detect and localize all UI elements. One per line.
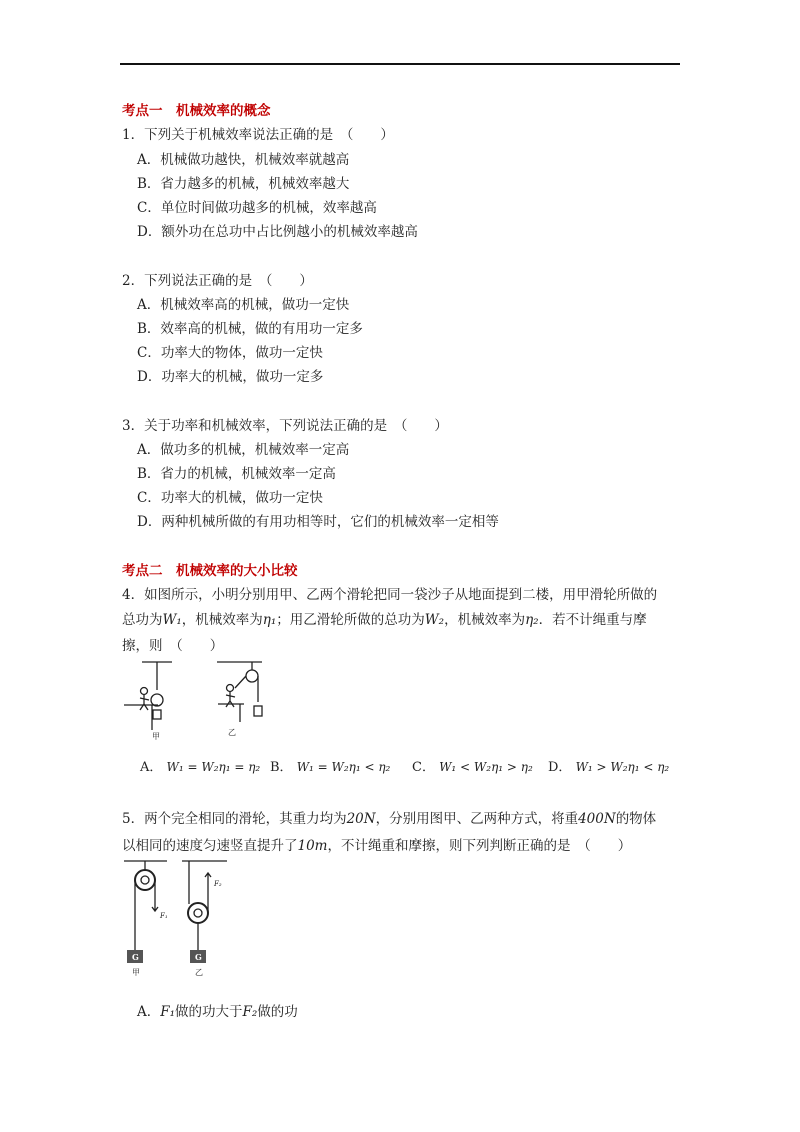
q4-eta2: η₂ (525, 612, 539, 628)
q5-text-b: ，分别用图甲、乙两种方式，将重 (375, 811, 579, 827)
q5-text-a: 5．两个完全相同的滑轮，其重力均为 (122, 811, 347, 827)
q4-fig-label-b: 乙 (228, 728, 236, 737)
q4-opt-b-label: B． (270, 760, 293, 775)
q3-option-a: A．做功多的机械，机械效率一定高 (137, 442, 350, 458)
q5-opt-a-f2: F₂ (242, 1004, 258, 1020)
q4-opt-a-expr: W₁ = W₂η₁ = η₂ (166, 760, 261, 774)
q4-option-d (548, 756, 669, 775)
q4-text-c: ；用乙滑轮所做的总功为 (276, 612, 425, 628)
q5-pulley-figure (122, 858, 232, 983)
q2-option-c: C．功率大的物体，做功一定快 (137, 345, 323, 361)
q5-option-a (137, 1000, 298, 1020)
q4-opt-a-label: A． (140, 760, 163, 775)
q4-eta1: η₁ (262, 612, 277, 628)
question-5-line-2 (122, 834, 631, 854)
question-4-line-2 (122, 608, 647, 628)
q5-force: 20N (346, 811, 376, 827)
q5-weight: 400N (578, 811, 616, 827)
q5-fig-g-a: G (132, 952, 139, 962)
q3-option-d: D．两种机械所做的有用功相等时，它们的机械效率一定相等 (137, 514, 499, 530)
q4-pulley-figure (122, 660, 272, 742)
q4-option-a (140, 756, 260, 775)
q5-opt-a-label: A． (137, 1004, 161, 1020)
q5-text-d: 以相同的速度匀速竖直提升了 (122, 838, 298, 854)
q5-text-c: 的物体 (615, 811, 657, 827)
q4-text-b: ，机械效率为 (181, 612, 263, 628)
q5-text-e: ，不计绳重和摩擦，则下列判断正确的是 （ ） (327, 838, 632, 854)
q5-opt-a-text-1: 做的功大于 (175, 1004, 243, 1020)
question-4-line-1: 4．如图所示，小明分别用甲、乙两个滑轮把同一袋沙子从地面提到二楼，用甲滑轮所做的 (122, 587, 658, 603)
q3-option-c: C．功率大的机械，做功一定快 (137, 490, 323, 506)
q5-fig-label-a: 甲 (132, 968, 140, 977)
question-5-line-1 (122, 807, 656, 827)
section-title-2: 考点二 机械效率的大小比较 (122, 563, 298, 579)
q5-fig-f1: F₁ (160, 912, 168, 920)
header-rule (120, 63, 680, 65)
q5-opt-a-f1: F₁ (160, 1004, 176, 1020)
q4-opt-d-expr: W₁ > W₂η₁ < η₂ (575, 760, 670, 774)
question-4-line-3: 擦，则 （ ） (122, 638, 224, 654)
q4-text-a: 总功为 (122, 612, 163, 628)
q1-option-b: B．省力越多的机械，机械效率越大 (137, 176, 350, 192)
question-1-stem: 1．下列关于机械效率说法正确的是 （ ） (122, 127, 394, 143)
q1-option-a: A．机械做功越快，机械效率就越高 (137, 152, 350, 168)
q4-text-d: ，机械效率为 (444, 612, 526, 628)
q1-option-d: D．额外功在总功中占比例越小的机械效率越高 (137, 224, 418, 240)
q4-text-e: ．若不计绳重与摩 (538, 612, 647, 628)
q1-option-c: C．单位时间做功越多的机械，效率越高 (137, 200, 377, 216)
q4-option-c (412, 756, 533, 775)
q4-fig-label-a: 甲 (152, 732, 160, 741)
q4-w2: W₂ (424, 612, 445, 628)
q3-option-b: B．省力的机械，机械效率一定高 (137, 466, 336, 482)
section-title-1: 考点一 机械效率的概念 (122, 103, 271, 119)
q4-opt-d-label: D． (548, 760, 572, 775)
q4-option-b (270, 756, 390, 775)
q4-opt-c-label: C． (412, 760, 435, 775)
q5-height: 10m (297, 838, 328, 854)
question-2-stem: 2．下列说法正确的是 （ ） (122, 273, 313, 289)
q5-fig-label-b: 乙 (195, 968, 203, 977)
question-3-stem: 3．关于功率和机械效率，下列说法正确的是 （ ） (122, 418, 448, 434)
q5-fig-f2: F₂ (214, 880, 222, 888)
q5-opt-a-text-2: 做的功 (257, 1004, 298, 1020)
q4-opt-c-expr: W₁ < W₂η₁ > η₂ (439, 760, 533, 774)
q2-option-a: A．机械效率高的机械，做功一定快 (137, 297, 350, 313)
q4-opt-b-expr: W₁ = W₂η₁ < η₂ (296, 760, 391, 774)
q4-w1: W₁ (162, 612, 182, 628)
q2-option-b: B．效率高的机械，做的有用功一定多 (137, 321, 363, 337)
q2-option-d: D．功率大的机械，做功一定多 (137, 369, 324, 385)
q5-fig-g-b: G (195, 952, 202, 962)
